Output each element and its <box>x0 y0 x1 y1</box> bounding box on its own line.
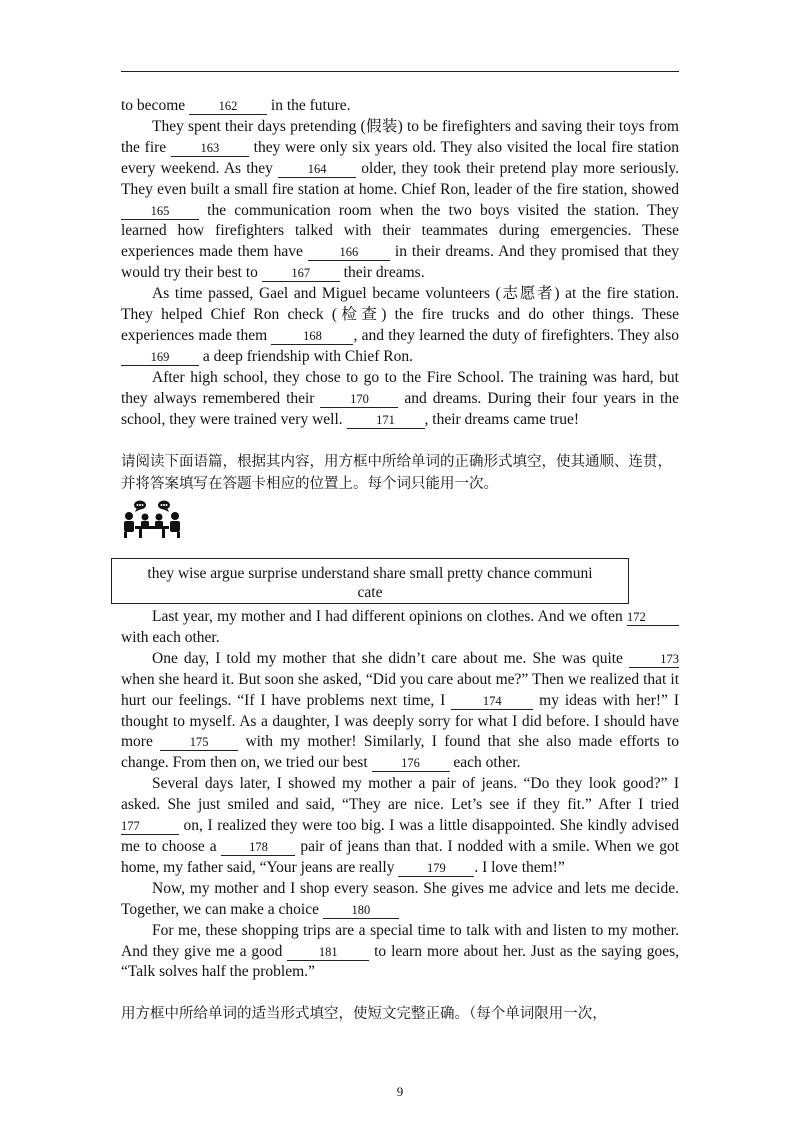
text: One day, I told my mother that she didn’t care about me. She was quite <box>152 649 629 667</box>
text: when she heard it. But soon she asked, “Did you care about me?” Then we realized that it hurt our feelings. “If I have problems next time, I <box>121 670 679 709</box>
text: their dreams. <box>339 264 425 282</box>
blank-164[interactable]: 164 <box>278 162 356 178</box>
text: They spent their days pretending (假装) to be firefighters and saving their toys from the fire <box>121 117 679 156</box>
blank-169[interactable]: 169 <box>121 350 199 366</box>
text: , and they learned the duty of firefighters. They also <box>353 326 679 344</box>
text: each other. <box>449 754 521 772</box>
blank-163[interactable]: 163 <box>171 141 249 157</box>
blank-176[interactable]: 176 <box>372 756 450 772</box>
blank-180[interactable]: 180 <box>323 903 399 919</box>
instruction-text: 用方框中所给单词的适当形式填空，使短文完整正确。（每个单词限用一次， <box>121 1006 607 1023</box>
blank-170[interactable]: 170 <box>320 392 398 408</box>
word-box-line: they wise argue surprise understand share small pretty chance communi <box>147 565 593 582</box>
text: Last year, my mother and I had different opinions on clothes. And we often <box>152 608 627 625</box>
word-box <box>111 558 629 604</box>
text: and dreams. During their four years in the school, they were trained very well. <box>121 389 679 428</box>
text: with my mother! Similarly, I found that she also made efforts to change. From then on, we tried our best <box>121 733 679 772</box>
text: with each other. <box>121 628 220 646</box>
text: the communication room when the two boys visited the station. They learned how firefighters talked with their teammates during emergencies. These experiences made them have <box>121 201 679 261</box>
text: Several days later, I showed my mother a pair of jeans. “Do they look good?” I asked. She just smiled and said, “They are nice. Let’s see if they fit.” After I tried <box>121 775 679 814</box>
text: . I love them!” <box>474 858 565 876</box>
blank-174[interactable]: 174 <box>451 694 533 710</box>
blank-177[interactable]: 177 <box>121 819 179 835</box>
blank-167[interactable]: 167 <box>262 266 340 282</box>
blank-179[interactable]: 179 <box>398 861 474 877</box>
paragraph <box>121 284 679 368</box>
passage-firefighters <box>121 96 679 543</box>
blank-172[interactable]: 172 <box>627 610 679 626</box>
text: For me, these shopping trips are a special time to talk with and listen to my mother. And they give me a good <box>121 921 679 960</box>
text: As time passed, Gael and Miguel became volunteers (志愿者) at the fire station. They helped Chief Ron check (检查) the fire trucks and do other things. These experiences made them <box>121 285 679 344</box>
text: , their dreams came true! <box>424 410 580 428</box>
text: a deep friendship with Chief Ron. <box>199 347 413 365</box>
paragraph <box>121 879 679 921</box>
blank-171[interactable]: 171 <box>347 413 425 429</box>
paragraph <box>121 368 679 431</box>
blank-162[interactable]: 162 <box>189 99 267 115</box>
paragraph <box>121 774 679 879</box>
text: to learn more about her. Just as the saying goes, “Talk solves half the problem.” <box>121 942 679 981</box>
passage-shopping <box>121 607 679 1025</box>
header-rule <box>121 71 679 72</box>
blank-166[interactable]: 166 <box>308 245 390 261</box>
paragraph <box>121 96 679 117</box>
blank-178[interactable]: 178 <box>221 840 295 856</box>
text: my ideas with her!” I thought to myself. As a daughter, I was deeply sorry for what I did before. I should have more <box>121 691 679 751</box>
discussion-group-icon <box>121 499 679 543</box>
instruction-text: 请阅读下面语篇，根据其内容，用方框中所给单词的正确形式填空，使其通顺、连贯，并将答案填写在答题卡相应的位置上。每个词只能用一次。 <box>121 453 672 492</box>
text: older, they took their pretend play more seriously. They even built a small fire station at home. Chief Ron, leader of the fire station, showed <box>121 159 679 198</box>
paragraph <box>121 607 679 649</box>
page-number: 9 <box>396 1084 404 1099</box>
blank-173[interactable]: 173 <box>629 652 679 668</box>
word-box-line: cate <box>357 584 383 601</box>
paragraph <box>121 921 679 984</box>
text: After high school, they chose to go to the Fire School. The training was hard, but they always remembered their <box>121 368 679 407</box>
paragraph <box>121 649 679 774</box>
text: pair of jeans than that. I nodded with a smile. When we got home, my father said, “Your jeans are really <box>121 837 680 876</box>
text: in the future. <box>267 97 351 114</box>
blank-168[interactable]: 168 <box>271 329 353 345</box>
blank-165[interactable]: 165 <box>121 204 199 220</box>
text: to become <box>121 97 190 114</box>
text: in their dreams. And they promised that they would try their best to <box>121 243 680 282</box>
blank-175[interactable]: 175 <box>160 735 238 751</box>
paragraph <box>121 117 679 284</box>
text: they were only six years old. They also visited the local fire station every weekend. As they <box>121 138 679 177</box>
blank-181[interactable]: 181 <box>287 945 369 961</box>
text: Now, my mother and I shop every season. She gives me advice and lets me decide. Together, we can make a choice <box>121 879 679 918</box>
text: on, I realized they were too big. I was a little disappointed. She kindly advised me to choose a <box>121 817 679 855</box>
